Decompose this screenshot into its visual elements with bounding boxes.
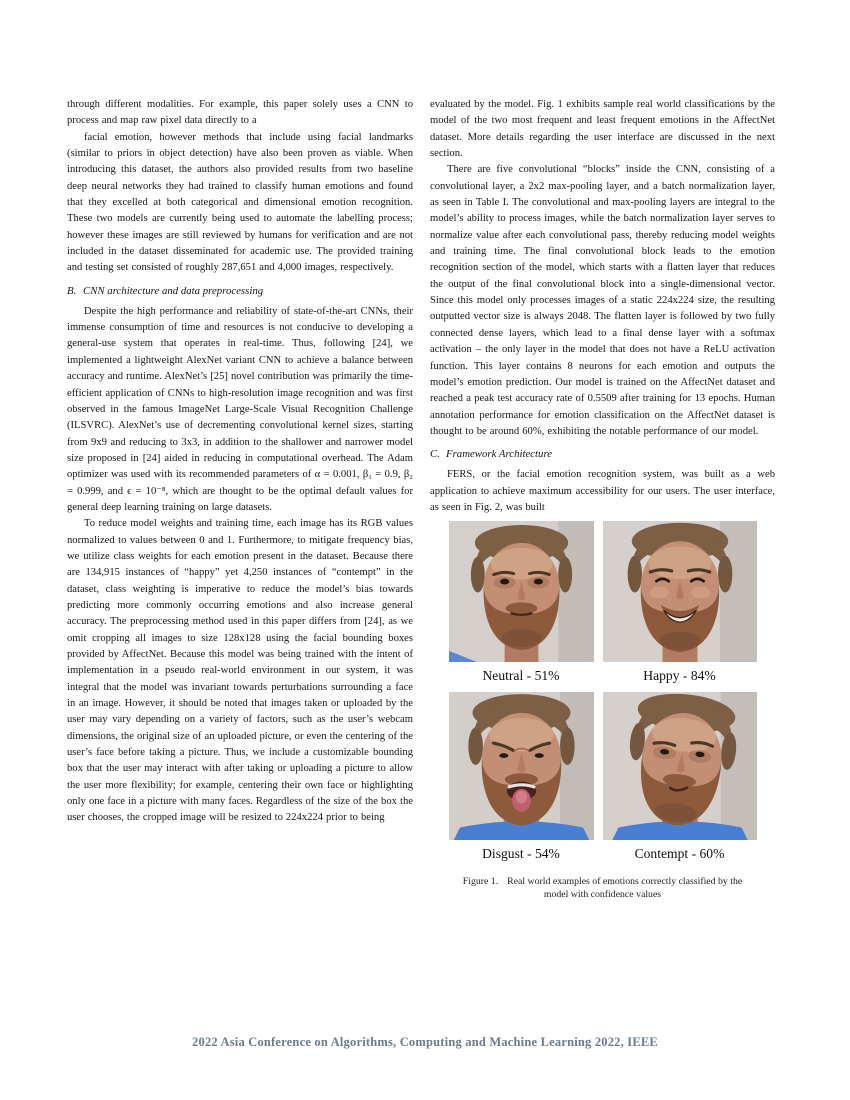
photo-neutral-face <box>449 521 594 662</box>
figure1-cell-contempt <box>603 692 757 870</box>
neutral-face-illustration <box>449 521 594 662</box>
photo-label-disgust: Disgust - 54% <box>482 846 560 862</box>
figure1-caption-text: Real world examples of emotions correctly classified by the model with confidence values <box>507 876 743 901</box>
section-heading-c <box>430 447 775 462</box>
photo-label-neutral: Neutral - 51% <box>482 668 560 684</box>
photo-disgust-face <box>449 692 594 840</box>
paragraph-evaluated: evaluated by the model. Fig. 1 exhibits sample real world classifications by the model of the two most frequent and least frequent emotions in the AffectNet dataset. More details regarding the user interface are discussed in the next section. <box>430 99 775 160</box>
footer-conference: 2022 Asia Conference on Algorithms, Computing and Machine Learning 2022, IEEE <box>192 1035 658 1049</box>
section-c-label: C. <box>430 448 440 461</box>
paragraph-preprocessing: To reduce model weights and training time, each image has its RGB values normalized to values between 0 and 1. Furthermore, to mitigate frequency bias, we utilize class weights for each emotion present in the dataset. Because there are 134,915 instances of “happy” yet 4,250 instances of “contempt” in the dataset, class weighting is imperative to reduce the model’s bias towards predicting more commonly occurring emotions and also increase general accuracy. The preprocessing method used in this paper differs from [24], as we omit cropping all images to size 128x128 using the facial bounding boxes provided by AffectNet. Because this model was being trained with the intent of implementation in a pseudo real-world environment in our system, it was integral that the model was invariant towards perturbations surrounding a face in an image. However, it should be noted that images taken or uploaded by the user may vary depending on a variety of factors, such as the user’s webcam dimensions, the original size of an uploaded picture, or even the centering of the user’s face before taking a picture. Thus, we include a customizable bounding box that the user may interact with after taking or uploading a picture to allow the user more flexibility; for example, centering their own face or highlighting only one face in a picture with many faces. Regardless of the size of the box the user chooses, the cropped image will be resized to 224x224 prior to being <box>67 518 413 824</box>
section-b-title: CNN architecture and data preprocessing <box>83 284 264 297</box>
figure1-caption-label: Figure 1. <box>462 876 499 888</box>
photo-label-happy: Happy - 84% <box>643 668 716 684</box>
contempt-face-illustration <box>603 692 757 840</box>
left-column <box>67 97 413 902</box>
figure1-cell-disgust <box>449 692 594 870</box>
photo-happy-face <box>603 521 757 662</box>
figure1-caption <box>453 875 753 901</box>
figure1-cell-neutral <box>449 521 594 692</box>
section-heading-b <box>67 284 413 299</box>
paragraph-fers: FERS, or the facial emotion recognition system, was built as a web application to achieve maximum accessibility for our users. The user interface, as seen in Fig. 2, was built <box>430 469 775 513</box>
photo-label-contempt: Contempt - 60% <box>634 846 725 862</box>
section-c-title: Framework Architecture <box>446 448 553 461</box>
two-column-layout <box>67 97 775 902</box>
paragraph-facial-emotion: facial emotion, however methods that include using facial landmarks (similar to priors in object detection) have also been proven as viable. When introducing this dataset, the authors also provided results from two baseline deep neural networks they had trained to classify human emotions and found that they excelled at both categorical and dimensional emotion recognition. These two models are currently being used to automate the labelling process; however these images are still reviewed by humans for verification and are not included in the dataset disseminated for academic use. The provided training and testing set consisted of roughly 287,651 and 4,000 images, respectively. <box>67 131 413 274</box>
section-b-label: B. <box>67 284 77 297</box>
right-column <box>430 97 775 902</box>
figure-1 <box>430 521 775 901</box>
paragraph-conv-blocks: There are five convolutional “blocks” inside the CNN, consisting of a convolutional layer, a 2x2 max-pooling layer, and a batch normalization layer, as seen in Table I. The convolutional and max-pooling layers are integral to the model’s ability to process images, while the batch normalization layer serves to normalize value after each convolutional pass, thereby reducing model weights and training time. The final convolutional block leads to the emotion recognition section of the model, which starts with a flatten layer that reduces the output of the final convolutional block into a single-dimensional vector. Since this model only processes images of a static 224x224 size, the resulting outputted vector size is always 2048. The flatten layer is followed by two fully connected dense layers, which lead to a final dense layer with a softmax activation – the only layer in the model that does not have a ReLU activation function. This layer contains 8 neurons for each emotion and outputs the model’s emotion prediction. Our model is trained on the AffectNet dataset and reached a peak test accuracy rate of 0.5509 after training for 13 epochs. Human annotation performance for emotion classification on the AffectNet dataset is thought to be around 60%, exhibiting the notable performance of our model. <box>430 164 775 437</box>
figure1-photo-grid <box>449 521 757 870</box>
paragraph-alexnet: Despite the high performance and reliability of state-of-the-art CNNs, their immense consumption of time and resources is not conducive to developing a general-use system that operates in real-time. Thus, following [24], we implemented a lightweight AlexNet variant CNN to achieve a balance between accuracy and runtime. AlexNet’s [25] novel contribution was primarily the time-efficient application of CNNs to high-resolution image recognition and was first observed in the famous ImageNet Large-Scale Visual Recognition Challenge (ILSVRC). AlexNet’s use of decrementing convolutional kernel sizes, starting from 9x9 and reducing to 3x3, in addition to the shallower and narrower model size proposed in [24] aided in reducing in computational overhead. The Adam optimizer was used with its recommended parameters of α = 0.001, β₁ = 0.9, β₂ = 0.999, and ϵ = 10⁻⁸, which are thought to be the optimal default values for general deep learning training on large datasets. <box>67 305 413 513</box>
photo-contempt-face <box>603 692 757 840</box>
disgust-face-illustration <box>449 692 594 840</box>
happy-face-illustration <box>603 521 757 662</box>
figure1-cell-happy <box>603 521 757 692</box>
paragraph-modalities: through different modalities. For example, this paper solely uses a CNN to process and map raw pixel data directly to a <box>67 99 413 127</box>
